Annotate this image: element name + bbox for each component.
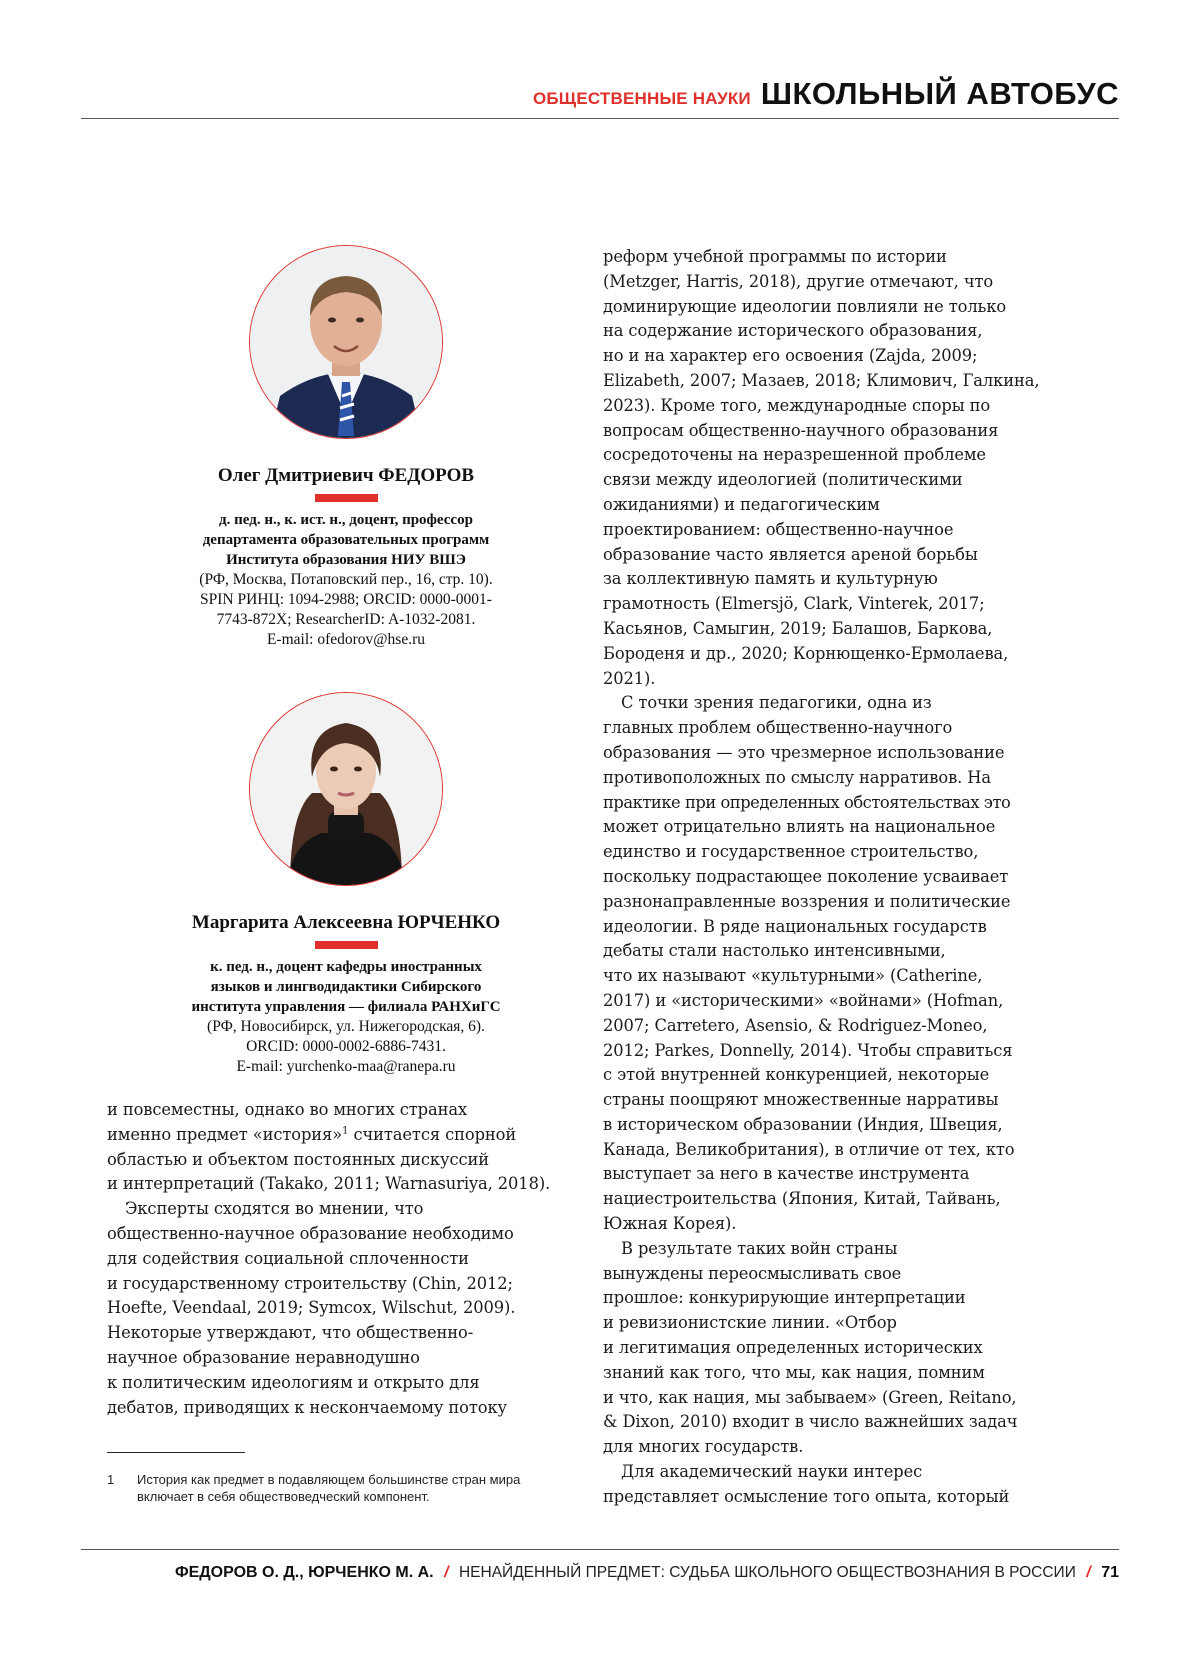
- author-block-1: [107, 245, 585, 650]
- author-affiliation-1: д. пед. н., к. ист. н., доцент, профессор департамента образовательных программ Института образования НИУ ВШЭ: [107, 510, 585, 570]
- paragraph: В результате таких войн страны вынуждены переосмысливать свое прошлое: конкурирующие интерпретации и ревизионистские линии. «Отбор и легитимация определенных исторических знаний как того, что мы, как нация, помним и что, как нация, мы забываем» (Green, Reitano, & Dixon, 2010) входит в число важнейших задач для многих государств.: [603, 1237, 1093, 1460]
- author-block-2: [107, 692, 585, 1077]
- footer-separator: /: [444, 1564, 448, 1581]
- header-title-group: [533, 76, 1119, 112]
- page-number: 71: [1101, 1564, 1119, 1581]
- author-email-2[interactable]: E-mail: yurchenko-maa@ranepa.ru: [107, 1057, 585, 1077]
- section-label: ОБЩЕСТВЕННЫЕ НАУКИ: [533, 89, 751, 108]
- woman-portrait-icon: [250, 693, 442, 885]
- man-portrait-icon: [250, 246, 442, 438]
- running-footer: [81, 1549, 1119, 1550]
- footer-article-title: НЕНАЙДЕННЫЙ ПРЕДМЕТ: СУДЬБА ШКОЛЬНОГО ОБЩЕСТВОЗНАНИЯ В РОССИИ: [459, 1564, 1076, 1581]
- footnote-number: 1: [107, 1471, 114, 1488]
- author-name-2: Маргарита Алексеевна ЮРЧЕНКО: [107, 912, 585, 934]
- footer-separator: /: [1086, 1564, 1090, 1581]
- paragraph: реформ учебной программы по истории (Metzger, Harris, 2018), другие отмечают, что доминирующие идеологии повлияли не только на содержание исторического образования, но и на характер его освоения (Zajda, 2009; Elizabeth, 2007; Мазаев, 2018; Климович, Галкина, 2023). Кроме того, международные споры по вопросам общественно-научного образования сосредоточены на неразрешенной проблеме связи между идеологией (политическими ожиданиями) и педагогическим проектированием: общественно-научное образование часто является ареной борьбы за коллективную память и культурную грамотность (Elmersjö, Clark, Vinterek, 2017; Касьянов, Самыгин, 2019; Балашов, Баркова, Бороденя и др., 2020; Корнющенко-Ермолаева, 2021).: [603, 245, 1093, 691]
- running-header: [81, 74, 1119, 119]
- footnote-mark[interactable]: 1: [342, 1125, 348, 1136]
- paragraph: Для академический науки интерес представляет осмысление того опыта, который: [603, 1460, 1093, 1510]
- author-email-1[interactable]: E-mail: ofedorov@hse.ru: [107, 630, 585, 650]
- right-column-text: [603, 245, 1093, 1510]
- footnote-text: История как предмет в подавляющем большинстве стран мира включает в себя обществоведческий компонент.: [137, 1471, 585, 1505]
- author-details-1: (РФ, Москва, Потаповский пер., 16, стр. 10). SPIN РИНЦ: 1094-2988; ORCID: 0000-0001- 7743-872X; ResearcherID: A-1032-2081. E-mail: ofedorov@hse.ru: [107, 570, 585, 650]
- paragraph: С точки зрения педагогики, одна из главных проблем общественно-научного образования — это чрезмерное использование противоположных по смыслу нарративов. На практике при определенных обстоятельствах это может отрицательно влиять на национальное единство и государственное строительство, поскольку подрастающее поколение усваивает разнонаправленные воззрения и политические идеологии. В ряде национальных государств дебаты стали настолько интенсивными, что их называют «культурными» (Catherine, 2017) и «историческими» «войнами» (Hofman, 2007; Carretero, Asensio, & Rodriguez-Moneo, 2012; Parkes, Donnelly, 2014). Чтобы справиться с этой внутренней конкуренцией, некоторые страны поощряют множественные нарративы в историческом образовании (Индия, Швеция, Канада, Великобритания), в отличие от тех, кто выступает за него в качестве инструмента нациестроительства (Япония, Китай, Тайвань, Южная Корея).: [603, 691, 1093, 1237]
- footer-authors: ФЕДОРОВ О. Д., ЮРЧЕНКО М. А.: [175, 1564, 434, 1581]
- left-column-text: [107, 1098, 585, 1420]
- author-details-2: (РФ, Новосибирск, ул. Нижегородская, 6). ORCID: 0000-0002-6886-7431. E-mail: yurchenko-maa@ranepa.ru: [107, 1017, 585, 1077]
- paragraph: Эксперты сходятся во мнении, что общественно-научное образование необходимо для содействия социальной сплоченности и государственному строительству (Chin, 2012; Hoefte, Veendaal, 2019; Symcox, Wilschut, 2009). Некоторые утверждают, что общественно- научное образование неравнодушно к политическим идеологиям и открыто для дебатов, приводящих к нескончаемому потоку: [107, 1197, 585, 1420]
- footnote-rule: [107, 1452, 245, 1453]
- red-divider: [315, 941, 378, 949]
- paragraph: и повсеместны, однако во многих странах именно предмет «история»1 считается спорной областью и объектом постоянных дискуссий и интерпретаций (Takako, 2011; Warnasuriya, 2018).: [107, 1098, 585, 1197]
- author-affiliation-2: к. пед. н., доцент кафедры иностранных языков и лингводидактики Сибирского института управления — филиала РАНХиГС: [107, 957, 585, 1017]
- author-photo-2: [249, 692, 443, 886]
- journal-title: ШКОЛЬНЫЙ АВТОБУС: [761, 76, 1119, 111]
- red-divider: [315, 494, 378, 502]
- author-name-1: Олег Дмитриевич ФЕДОРОВ: [107, 465, 585, 487]
- footer-line: [175, 1564, 1119, 1582]
- footnote: [107, 1471, 585, 1505]
- author-photo-1: [249, 245, 443, 439]
